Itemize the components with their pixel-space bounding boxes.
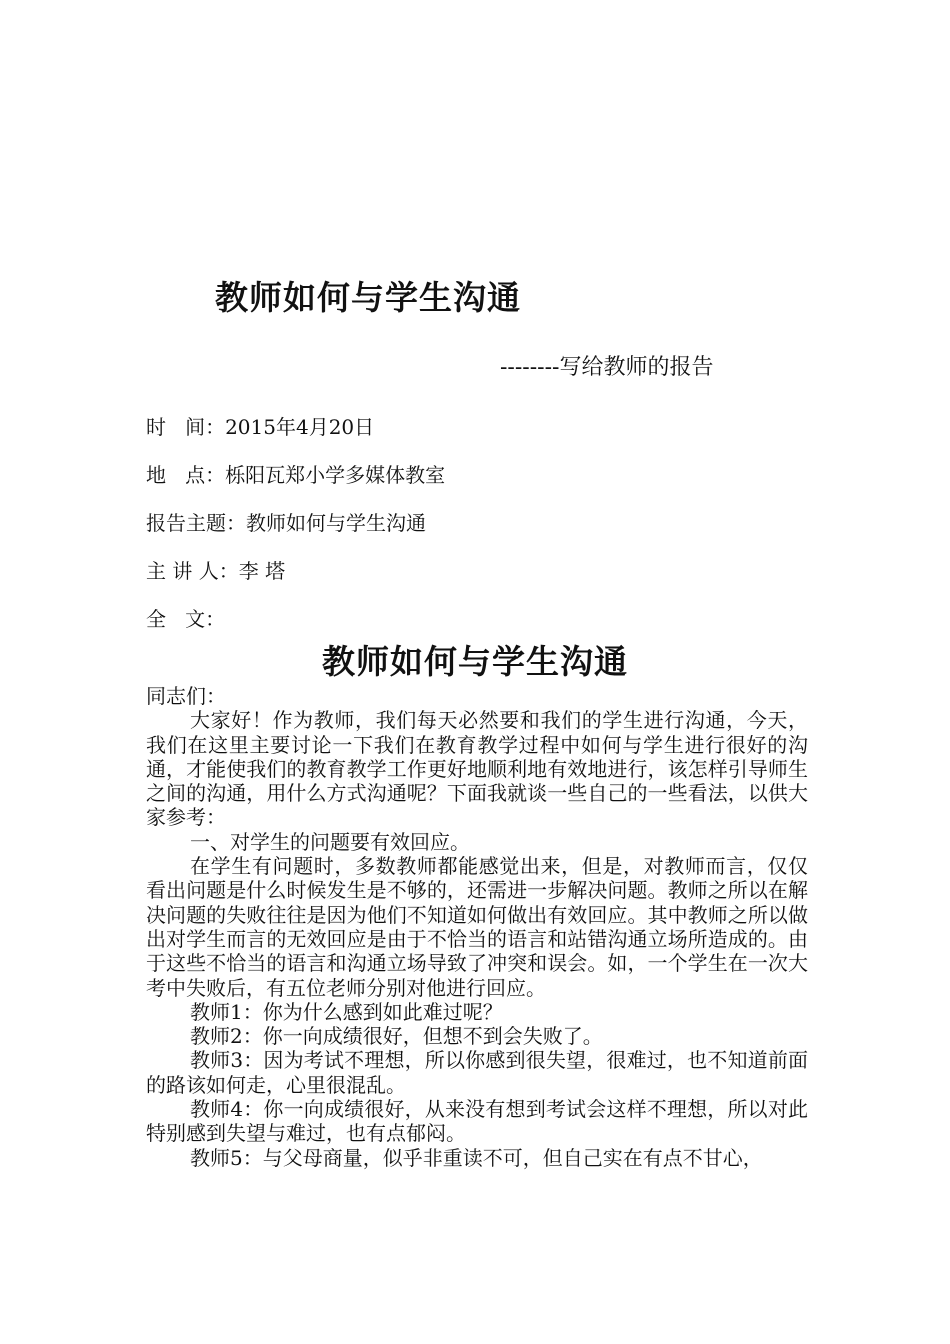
meta-time-label: 时 间：: [146, 415, 226, 439]
teacher-response: 教师1：你为什么感到如此难过呢？: [190, 999, 503, 1024]
meta-place-value: 栎阳瓦郑小学多媒体教室: [225, 463, 446, 487]
paragraph: 在学生有问题时，多数教师都能感觉出来，但是，对教师而言，仅仅看出问题是什么时候发生是不够的，还需进一步解决问题。教师之所以在解决问题的失败往往是因为他们不知道如何做出有效回应。其中教师之所以做出对学生而言的无效回应是由于不恰当的语言和站错沟通立场所造成的。由于这些不恰当的语言和沟通立场导致了冲突和误会。如，一个学生在一次大考中失败后，有五位老师分别对他进行回应。: [146, 854, 808, 1000]
meta-speaker-value: 李 塔: [238, 559, 286, 583]
article-title: 教师如何与学生沟通: [322, 642, 628, 681]
meta-time-row: [146, 411, 374, 440]
meta-topic-value: 教师如何与学生沟通: [246, 511, 426, 535]
paragraph: 大家好！作为教师，我们每天必然要和我们的学生进行沟通，今天，我们在这里主要讨论一下我们在教育教学过程中如何与学生进行很好的沟通，才能使我们的教育教学工作更好地顺利地有效地进行，该怎样引导师生之间的沟通，用什么方式沟通呢？下面我就谈一些自己的一些看法，以供大家参考：: [146, 708, 808, 830]
meta-topic-label: 报告主题：: [146, 511, 246, 535]
salutation: 同志们：: [146, 684, 226, 708]
teacher-response: 教师4：你一向成绩很好，从来没有想到考试会这样不理想，所以对此特别感到失望与难过，也有点郁闷。: [146, 1097, 808, 1146]
meta-speaker-label: 主 讲 人：: [146, 559, 239, 583]
meta-fulltext-row: [146, 603, 225, 632]
cover-title: 教师如何与学生沟通: [215, 278, 521, 317]
teacher-response: 教师3：因为考试不理想，所以你感到很失望，很难过，也不知道前面的路该如何走，心里很混乱。: [146, 1048, 808, 1097]
meta-place-label: 地 点：: [146, 463, 226, 487]
meta-fulltext-label: 全 文：: [146, 607, 226, 631]
meta-topic-row: [146, 507, 426, 536]
meta-speaker-row: [146, 555, 285, 584]
teacher-response: 教师5：与父母商量，似乎非重读不可，但自己实在有点不甘心，: [190, 1145, 763, 1170]
teacher-response: 教师2：你一向成绩很好，但想不到会失败了。: [190, 1024, 603, 1049]
section-heading: 一、对学生的问题要有效回应。: [190, 829, 470, 854]
meta-time-value: 2015年4月20日: [225, 415, 375, 439]
cover-subtitle: --------写给教师的报告: [500, 355, 714, 380]
article-body: [146, 684, 808, 1170]
meta-place-row: [146, 459, 445, 488]
